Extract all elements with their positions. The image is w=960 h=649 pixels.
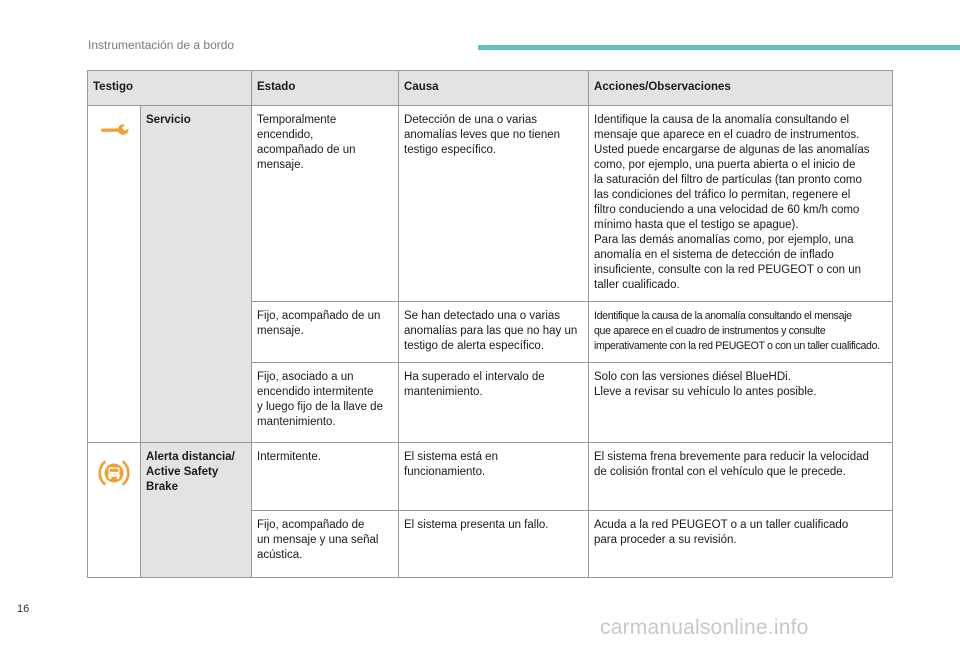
warning-lights-table: [87, 70, 893, 578]
acciones-cell: Identifique la causa de la anomalía consultando el mensaje que aparece en el cuadro de instrumentos y consulte imperativamente con la red PEUGEOT o con un taller cualificado.: [589, 302, 893, 363]
causa-cell: Ha superado el intervalo de mantenimiento.: [399, 363, 589, 443]
estado-cell: Fijo, acompañado de un mensaje y una señal acústica.: [252, 511, 399, 578]
estado-cell: Fijo, acompañado de un mensaje.: [252, 302, 399, 363]
causa-cell: Detección de una o varias anomalías leves que no tienen testigo específico.: [399, 106, 589, 302]
acciones-cell: El sistema frena brevemente para reducir la velocidad de colisión frontal con el vehículo que le precede.: [589, 443, 893, 511]
estado-cell: Fijo, asociado a un encendido intermitente y luego fijo de la llave de mantenimiento.: [252, 363, 399, 443]
column-header-causa: Causa: [399, 71, 589, 106]
collision-alert-icon: [97, 456, 131, 490]
icon-cell-servicio: [88, 106, 141, 443]
page-header-title: Instrumentación de a bordo: [88, 38, 235, 52]
acciones-cell: Acuda a la red PEUGEOT o a un taller cualificado para proceder a su revisión.: [589, 511, 893, 578]
group-name-alerta-distancia: Alerta distancia/ Active Safety Brake: [141, 443, 252, 578]
table-header-row: [88, 71, 893, 106]
group-name-servicio: Servicio: [141, 106, 252, 443]
wrench-icon: [99, 123, 129, 137]
column-header-testigo: Testigo: [88, 71, 252, 106]
estado-cell: Intermitente.: [252, 443, 399, 511]
table-row: [88, 106, 893, 302]
column-header-estado: Estado: [252, 71, 399, 106]
column-header-acciones: Acciones/Observaciones: [589, 71, 893, 106]
page-number: 16: [17, 603, 30, 615]
estado-cell: Temporalmente encendido, acompañado de un mensaje.: [252, 106, 399, 302]
causa-cell: El sistema está en funcionamiento.: [399, 443, 589, 511]
icon-cell-alerta: [88, 443, 141, 578]
table-row: [88, 443, 893, 511]
header-accent-bar: [478, 45, 960, 50]
acciones-cell: Identifique la causa de la anomalía consultando el mensaje que aparece en el cuadro de instrumentos. Usted puede encargarse de algunas de las anomalías como, por ejemplo, una puerta abierta o el inicio de la saturación del filtro de partículas (tan pronto como las condiciones del tráfico lo permitan, regenere el filtro conduciendo a una velocidad de 60 km/h como mínimo hasta que el testigo se apague). Para las demás anomalías como, por ejemplo, una anomalía en el sistema de detección de inflado insuficiente, consulte con la red PEUGEOT o con un taller cualificado.: [589, 106, 893, 302]
acciones-cell: Solo con las versiones diésel BlueHDi. Lleve a revisar su vehículo lo antes posible.: [589, 363, 893, 443]
causa-cell: El sistema presenta un fallo.: [399, 511, 589, 578]
causa-cell: Se han detectado una o varias anomalías para las que no hay un testigo de alerta específico.: [399, 302, 589, 363]
watermark-text: carmanualsonline.info: [600, 616, 809, 639]
